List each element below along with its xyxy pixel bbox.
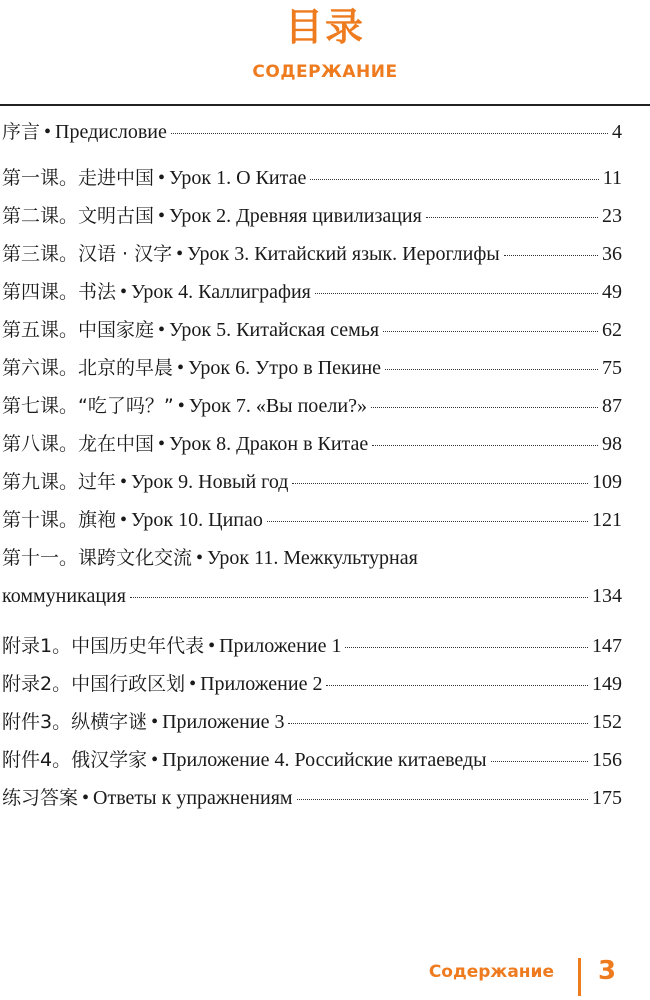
toc-page-number: 147 [592,635,622,657]
toc-page-number: 98 [602,433,622,455]
page-footer [0,958,650,998]
dot-leader [315,293,598,294]
toc-entry-chinese: 第六课。北京的早晨 [2,357,174,379]
bullet-separator: • [177,357,185,379]
toc-page-number: 149 [592,673,622,695]
bullet-separator: • [120,471,128,493]
bullet-separator: • [158,319,166,341]
toc-page-number: 75 [602,357,622,379]
toc-entry-appendix-3[interactable] [2,704,622,740]
bullet-separator: • [151,749,159,771]
dot-leader [267,521,588,522]
toc-page-number: 87 [602,395,622,417]
toc-entry-lesson-2[interactable] [2,198,622,234]
toc-page-number: 152 [592,711,622,733]
toc-entry-chinese: 第二课。文明古国 [2,205,155,227]
toc-page-number: 134 [592,585,622,607]
bullet-separator: • [120,281,128,303]
bullet-separator: • [158,433,166,455]
toc-entry-russian: Урок 5. Китайская семья [169,319,380,341]
dot-leader [371,407,598,408]
bullet-separator: • [177,395,185,417]
footer-section-label: Содержание [428,962,554,982]
toc-entry-lesson-11-continued[interactable] [2,578,622,614]
toc-entry-lesson-5[interactable] [2,312,622,348]
toc-entry-chinese: 附录1。中国历史年代表 [2,635,205,657]
bullet-separator: • [158,205,166,227]
toc-entry-lesson-10[interactable] [2,502,622,538]
title-divider [0,104,650,106]
toc-entry-chinese: 第十课。旗袍 [2,509,117,531]
toc-entry-russian: Урок 7. «Вы поели?» [188,395,367,417]
dot-leader [504,255,598,256]
toc-entry-russian: Урок 1. О Китае [169,167,307,189]
bullet-separator: • [120,509,128,531]
dot-leader [426,217,598,218]
toc-entry-chinese: 第一课。走进中国 [2,167,155,189]
toc-entry-chinese: 第十一。课跨文化交流 [2,547,193,569]
toc-entry-russian: Урок 10. Ципао [131,509,263,531]
bullet-separator: • [189,673,197,695]
dot-leader [385,369,598,370]
toc-entry-russian: Приложение 2 [200,673,323,695]
toc-entry-answers[interactable] [2,780,622,816]
dot-leader [288,723,588,724]
footer-page-number: 3 [598,956,617,986]
toc-entry-chinese: 练习答案 [2,787,79,809]
toc-entry-chinese: 附件4。俄汉学家 [2,749,148,771]
bullet-separator: • [196,547,204,569]
toc-page-number: 49 [602,281,622,303]
dot-leader [130,597,588,598]
page-title-russian: СОДЕРЖАНИЕ [252,62,398,82]
dot-leader [310,179,598,180]
toc-page-number: 156 [592,749,622,771]
toc-entry-appendix-1[interactable] [2,628,622,664]
bullet-separator: • [44,121,52,143]
toc-entry-russian: Предисловие [55,121,167,143]
toc-page-number: 62 [602,319,622,341]
toc-page-number: 121 [592,509,622,531]
toc-entry-russian: Урок 9. Новый год [131,471,289,493]
toc-entry-lesson-9[interactable] [2,464,622,500]
dot-leader [326,685,588,686]
toc-entry-russian-continued: коммуникация [2,585,126,607]
toc-entry-russian: Урок 2. Древняя цивилизация [169,205,422,227]
toc-entry-russian: Приложение 1 [219,635,342,657]
footer-divider [578,958,581,996]
toc-entry-lesson-8[interactable] [2,426,622,462]
toc-page-number: 4 [612,121,622,143]
bullet-separator: • [151,711,159,733]
dot-leader [372,445,598,446]
page-title-chinese: 目录 [284,5,365,49]
bullet-separator: • [82,787,90,809]
toc-entry-lesson-1[interactable] [2,160,622,196]
toc-entry-preface[interactable] [2,114,622,150]
dot-leader [383,331,598,332]
toc-entry-russian: Урок 11. Межкультурная [207,547,418,569]
toc-entry-appendix-4[interactable] [2,742,622,778]
toc-entry-chinese: 第三课。汉语 · 汉字 [2,243,173,265]
toc-entry-lesson-4[interactable] [2,274,622,310]
dot-leader [171,133,608,134]
toc-entry-chinese: 附录2。中国行政区划 [2,673,186,695]
toc-entry-chinese: 序言 [2,121,41,143]
toc-entry-russian: Урок 4. Каллиграфия [131,281,311,303]
toc-page-number: 11 [602,167,622,189]
toc-entry-russian: Урок 6. Утро в Пекине [188,357,382,379]
toc-entry-lesson-6[interactable] [2,350,622,386]
toc-entry-chinese: 第八课。龙在中国 [2,433,155,455]
toc-page-number: 23 [602,205,622,227]
toc-entry-russian: Урок 3. Китайский язык. Иероглифы [187,243,500,265]
bullet-separator: • [176,243,184,265]
dot-leader [491,761,588,762]
toc-entry-russian: Приложение 3 [162,711,285,733]
toc-entry-russian: Урок 8. Дракон в Китае [169,433,369,455]
toc-entry-russian: Ответы к упражнениям [93,787,293,809]
toc-entry-chinese: 第五课。中国家庭 [2,319,155,341]
dot-leader [297,799,588,800]
bullet-separator: • [158,167,166,189]
toc-page-number: 109 [592,471,622,493]
toc-entry-russian: Приложение 4. Российские китаеведы [162,749,487,771]
toc-page-number: 36 [602,243,622,265]
toc-entry-chinese: 附件3。纵横字谜 [2,711,148,733]
bullet-separator: • [208,635,216,657]
dot-leader [345,647,588,648]
toc-entry-chinese: 第七课。“吃了吗？” [2,395,174,417]
toc-entry-appendix-2[interactable] [2,666,622,702]
toc-entry-lesson-11[interactable] [2,540,622,576]
toc-page-number: 175 [592,787,622,809]
toc-entry-chinese: 第四课。书法 [2,281,117,303]
dot-leader [292,483,588,484]
toc-entry-chinese: 第九课。过年 [2,471,117,493]
toc-entry-lesson-3[interactable] [2,236,622,272]
toc-entry-lesson-7[interactable] [2,388,622,424]
